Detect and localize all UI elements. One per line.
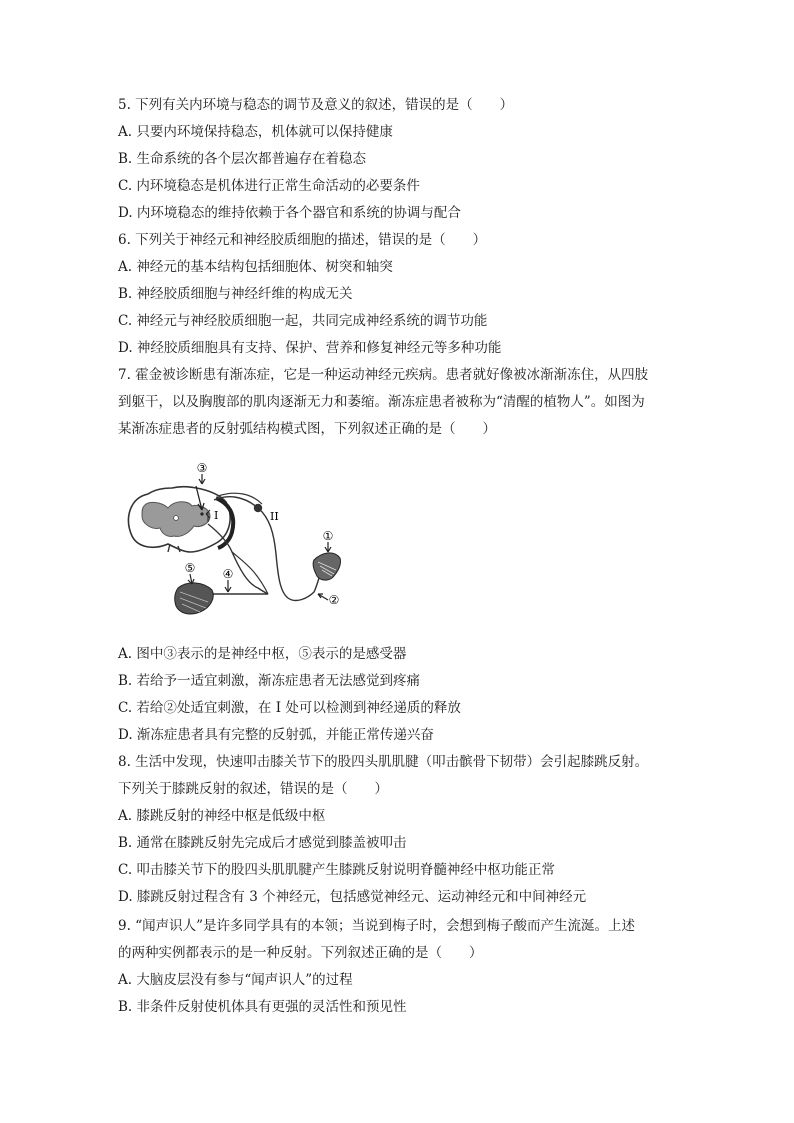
label-2: ② bbox=[328, 593, 340, 607]
q7-stem-line-2: 到躯干，以及胸腹部的肌肉逐渐无力和萎缩。渐冻症患者被称为“清醒的植物人”。如图为 bbox=[118, 394, 645, 410]
q6-option-b: B. 神经胶质细胞与神经纤维的构成无关 bbox=[118, 286, 353, 302]
q5-option-a: A. 只要内环境保持稳态，机体就可以保持健康 bbox=[118, 124, 393, 140]
q8-stem-line-2: 下列关于膝跳反射的叙述，错误的是（ ） bbox=[118, 781, 388, 797]
effector-icon bbox=[175, 583, 214, 614]
q8-option-c: C. 叩击膝关节下的股四头肌肌腱产生膝跳反射说明脊髓神经中枢功能正常 bbox=[118, 862, 555, 878]
q5-option-c: C. 内环境稳态是机体进行正常生命活动的必要条件 bbox=[118, 178, 420, 194]
q9-stem-line-2: 的两种实例都表示的是一种反射。下列叙述正确的是（ ） bbox=[118, 945, 483, 961]
q7-stem-line-3: 某渐冻症患者的反射弧结构模式图，下列叙述正确的是（ ） bbox=[118, 421, 496, 437]
label-5: ⑤ bbox=[184, 561, 196, 575]
q5-stem: 5. 下列有关内环境与稳态的调节及意义的叙述，错误的是（ ） bbox=[118, 97, 514, 113]
q6-option-d: D. 神经胶质细胞具有支持、保护、营养和修复神经元等多种功能 bbox=[118, 340, 502, 356]
q9-option-a: A. 大脑皮层没有参与“闻声识人”的过程 bbox=[118, 972, 353, 988]
label-4: ④ bbox=[222, 567, 234, 581]
label-roman-2: II bbox=[270, 510, 279, 523]
q8-stem-line-1: 8. 生活中发现，快速叩击膝关节下的股四头肌肌腱（叩击髌骨下韧带）会引起膝跳反射。 bbox=[118, 754, 649, 770]
q8-option-b: B. 通常在膝跳反射先完成后才感觉到膝盖被叩击 bbox=[118, 835, 407, 851]
q8-option-d: D. 膝跳反射过程含有 3 个神经元，包括感觉神经元、运动神经元和中间神经元 bbox=[118, 889, 587, 905]
q6-stem: 6. 下列关于神经元和神经胶质细胞的描述，错误的是（ ） bbox=[118, 232, 487, 248]
q9-stem-line-1: 9. “闻声识人”是许多同学具有的本领；当说到梅子时，会想到梅子酸而产生流涎。上述 bbox=[118, 918, 635, 934]
q7-option-a: A. 图中③表示的是神经中枢，⑤表示的是感受器 bbox=[118, 646, 407, 662]
label-roman-1: I bbox=[214, 509, 219, 522]
q7-option-b: B. 若给予一适宜刺激，渐冻症患者无法感觉到疼痛 bbox=[118, 673, 421, 689]
q6-option-c: C. 神经元与神经胶质细胞一起，共同完成神经系统的调节功能 bbox=[118, 313, 488, 329]
q7-stem-line-1: 7. 霍金被诊断患有渐冻症，它是一种运动神经元疾病。患者就好像被冰渐渐冻住，从四肢 bbox=[118, 367, 649, 383]
q5-option-b: B. 生命系统的各个层次都普遍存在着稳态 bbox=[118, 151, 367, 167]
q8-option-a: A. 膝跳反射的神经中枢是低级中枢 bbox=[118, 808, 326, 824]
q5-option-d: D. 内环境稳态的维持依赖于各个器官和系统的协调与配合 bbox=[118, 205, 461, 221]
q6-option-a: A. 神经元的基本结构包括细胞体、树突和轴突 bbox=[118, 259, 393, 275]
q7-option-d: D. 渐冻症患者具有完整的反射弧，并能正常传递兴奋 bbox=[118, 727, 434, 743]
receptor-icon bbox=[313, 553, 340, 580]
label-1: ① bbox=[322, 529, 334, 543]
reflex-arc-diagram bbox=[118, 452, 358, 630]
q7-option-c: C. 若给②处适宜刺激，在 I 处可以检测到神经递质的释放 bbox=[118, 700, 461, 716]
label-3: ③ bbox=[196, 461, 208, 475]
q9-option-b: B. 非条件反射使机体具有更强的灵活性和预见性 bbox=[118, 999, 407, 1015]
